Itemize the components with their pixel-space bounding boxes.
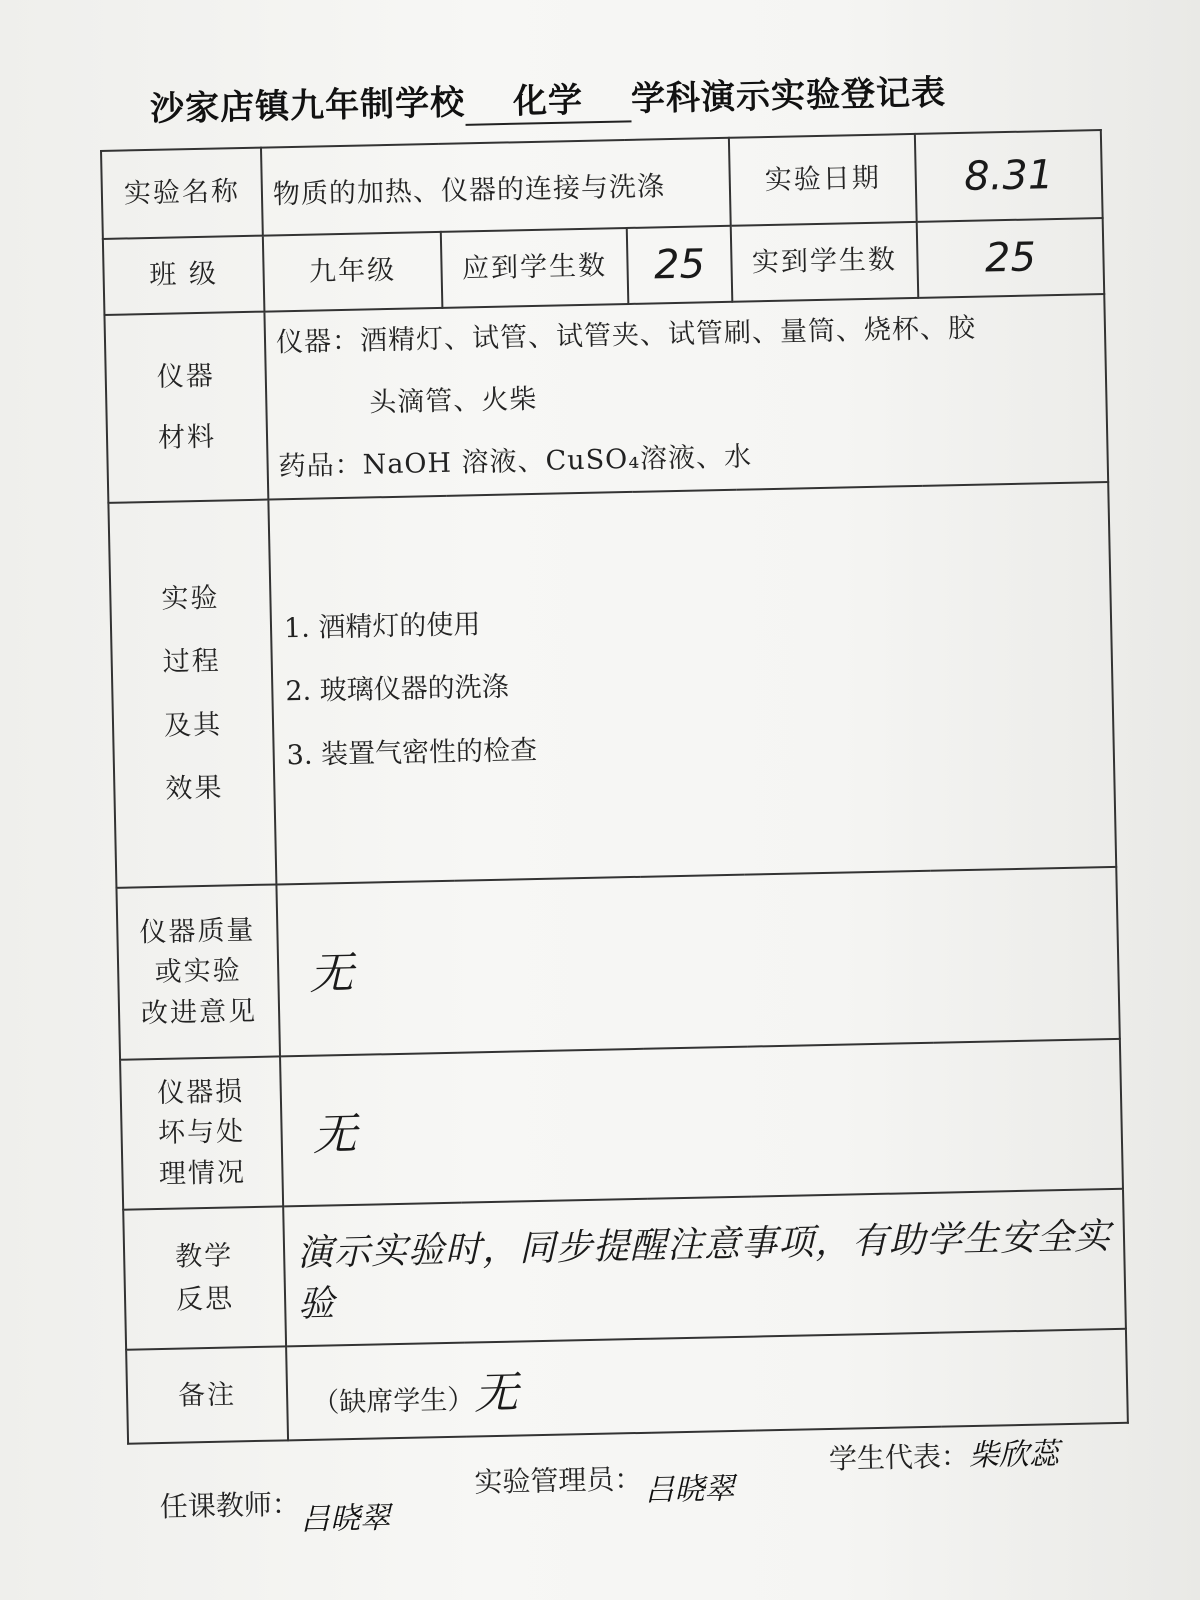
damage-label-line3: 理情况 [158, 1156, 247, 1190]
reflection-label-line2: 反思 [175, 1283, 235, 1316]
process-item: 3. 装置气密性的检查 [286, 734, 538, 771]
title-prefix: 沙家店镇九年制学校 [149, 82, 466, 130]
materials-content [264, 294, 1108, 500]
date-value: 8.31 [915, 130, 1103, 222]
instruments-line1: 仪器：酒精灯、试管、试管夹、试管刷、量筒、烧杯、胶 [275, 312, 977, 359]
row-damage [120, 1039, 1123, 1210]
title-suffix: 学科演示实验登记表 [630, 72, 947, 120]
row-remarks [126, 1329, 1128, 1444]
title-subject: 化学 [464, 71, 631, 125]
name-label: 实验名称 [101, 148, 263, 239]
quality-label-line2: 或实验 [154, 955, 243, 989]
row-reflection [123, 1189, 1126, 1350]
reflection-label [123, 1207, 286, 1350]
registration-form [100, 129, 1128, 1475]
remarks-label: 备注 [126, 1347, 288, 1444]
process-item: 1. 酒精灯的使用 [283, 608, 481, 644]
remarks-prefix: （缺席学生） [311, 1384, 475, 1420]
process-label-line1: 实验 [161, 582, 220, 615]
damage-label [120, 1057, 283, 1210]
damage-label-line2: 坏与处 [157, 1116, 246, 1150]
remarks-value: 无 [473, 1367, 519, 1420]
row-process [108, 482, 1116, 888]
damage-label-line1: 仪器损 [156, 1075, 245, 1109]
process-label-line4: 效果 [165, 772, 224, 805]
form-table [100, 129, 1129, 1445]
process-label-line2: 过程 [162, 645, 222, 679]
name-value: 物质的加热、仪器的连接与洗涤 [261, 138, 731, 236]
reflection-label-line1: 教学 [174, 1240, 234, 1273]
actual-label: 实到学生数 [731, 222, 919, 302]
materials-label [104, 312, 268, 504]
teacher-signature: 吕晓翠 [299, 1500, 391, 1538]
quality-label-line3: 改进意见 [140, 995, 258, 1029]
actual-value: 25 [917, 218, 1105, 298]
manager-signature: 吕晓翠 [644, 1471, 735, 1509]
materials-label-line2: 材料 [157, 421, 217, 454]
reflection-value: 演示实验时，同步提醒注意事项，有助学生安全实验 [283, 1189, 1126, 1347]
row-materials [104, 294, 1108, 503]
date-label: 实验日期 [729, 134, 917, 226]
process-label-line3: 及其 [163, 709, 223, 742]
quality-value: 无 [276, 867, 1119, 1057]
quality-label [116, 885, 280, 1060]
process-label [108, 500, 276, 888]
materials-label-line1: 仪器 [156, 360, 216, 393]
remarks-content [286, 1329, 1128, 1441]
student-signature: 柴欣蕊 [968, 1436, 1060, 1474]
process-list [268, 482, 1116, 885]
student-label: 学生代表： [828, 1439, 970, 1476]
manager-label: 实验管理员： [474, 1462, 643, 1499]
expected-value: 25 [627, 226, 733, 304]
reagents-line: 药品：NaOH 溶液、CuSO₄溶液、水 [278, 441, 753, 483]
instruments-line2: 头滴管、火柴 [369, 383, 538, 419]
damage-value: 无 [280, 1039, 1123, 1207]
expected-label: 应到学生数 [441, 228, 629, 308]
quality-label-line1: 仪器质量 [139, 914, 256, 948]
teacher-label: 任课教师： [159, 1487, 301, 1524]
class-label: 班 级 [103, 236, 265, 315]
row-quality [116, 867, 1119, 1060]
class-value: 九年级 [263, 232, 443, 312]
process-item: 2. 玻璃仪器的洗涤 [285, 671, 510, 708]
signature-footer [159, 1436, 1161, 1576]
